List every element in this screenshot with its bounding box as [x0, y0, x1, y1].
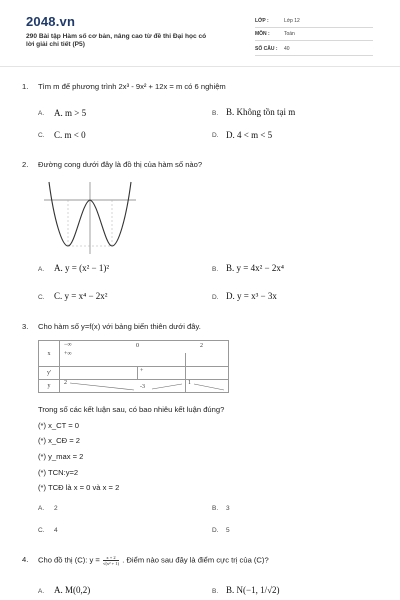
q3-option-b[interactable]: 3	[226, 505, 230, 512]
vt-y-row	[60, 380, 229, 393]
q2-option-d-letter[interactable]: D.	[212, 294, 219, 301]
q4-fraction	[103, 555, 119, 566]
socau-value: 40	[284, 46, 290, 52]
title-line-2: lời giải chi tiết (P5)	[26, 41, 85, 49]
q3-statement-4: (*) TCN:y=2	[38, 468, 79, 477]
q1-option-a-letter[interactable]: A.	[38, 110, 45, 117]
vt-yprime-plus: +	[140, 368, 144, 374]
q3-number: 3.	[22, 322, 29, 331]
q1-number: 1.	[22, 82, 29, 91]
vt-yprime-bar	[137, 367, 138, 379]
q2-option-a-letter[interactable]: A.	[38, 266, 45, 273]
q1-option-d[interactable]: D. 4 < m < 5	[226, 130, 273, 140]
vt-y-header: y	[39, 380, 60, 393]
q4-option-b-letter[interactable]: B.	[212, 588, 219, 595]
lop-value: Lớp 12	[284, 18, 300, 24]
q4-text-pre: Cho đồ thị (C): y =	[38, 555, 100, 565]
q4-fraction-den: √(x² + 1)	[102, 561, 120, 566]
lop-rule	[255, 27, 373, 28]
header-divider	[0, 66, 400, 67]
site-logo[interactable]: 2048.vn	[26, 14, 76, 29]
q3-option-d[interactable]: 5	[226, 527, 230, 534]
q2-option-a[interactable]: A. y = (x² − 1)²	[54, 263, 110, 273]
q3-statement-1: (*) x_CT = 0	[38, 421, 80, 430]
q2-option-c[interactable]: C. y = x⁴ − 2x²	[54, 291, 108, 301]
vt-y-one: 1	[188, 380, 191, 386]
q3-option-d-letter[interactable]: D.	[212, 527, 219, 534]
vt-yprime-header: y'	[39, 367, 60, 380]
socau-label: SỐ CÂU :	[255, 46, 278, 52]
vt-yprime-row	[60, 367, 229, 380]
worksheet-title	[26, 33, 238, 50]
q2-text: Đường cong dưới đây là đồ thị của hàm số nào?	[38, 160, 203, 169]
vt-x-neg-inf: −∞	[64, 342, 72, 348]
vt-arrow-2	[152, 384, 182, 389]
q1-option-c-letter[interactable]: C.	[38, 132, 45, 139]
q2-option-b[interactable]: B. y = 4x² − 2x⁴	[226, 263, 284, 273]
q3-option-b-letter[interactable]: B.	[212, 505, 219, 512]
vt-yprime-divider	[185, 367, 186, 379]
q1-option-c[interactable]: C. m < 0	[54, 130, 86, 140]
vt-y-two: 2	[64, 380, 67, 386]
q2-option-b-letter[interactable]: B.	[212, 266, 219, 273]
q4-fraction-num: x + 2	[103, 555, 119, 561]
q1-option-b[interactable]: B. Không tồn tại m	[226, 107, 296, 117]
q3-text: Cho hàm số y=f(x) với bảng biến thiên dưới đây.	[38, 322, 201, 331]
q1-option-d-letter[interactable]: D.	[212, 132, 219, 139]
vt-arrow-3	[194, 384, 224, 390]
title-line-1: 290 Bài tập Hàm số cơ bản, nâng cao từ đề thi Đại học có	[26, 33, 207, 40]
vt-arrows	[60, 380, 228, 393]
variation-table	[38, 340, 229, 393]
vt-arrow-1	[70, 383, 134, 390]
socau-rule	[255, 55, 373, 56]
q3-prompt: Trong số các kết luận sau, có bao nhiêu kết luận đúng?	[38, 405, 225, 414]
vt-x-zero: 0	[136, 343, 139, 349]
q3-statement-3: (*) y_max = 2	[38, 452, 84, 461]
q3-option-a-letter[interactable]: A.	[38, 505, 45, 512]
q2-option-d[interactable]: D. y = x³ − 3x	[226, 291, 277, 301]
q1-option-b-letter[interactable]: B.	[212, 110, 219, 117]
vt-y-minus3: -3	[140, 384, 145, 390]
q4-option-a[interactable]: A. M(0,2)	[54, 585, 91, 595]
q2-curve-graph	[42, 180, 138, 256]
q4-number: 4.	[22, 555, 29, 564]
q3-option-a[interactable]: 2	[54, 505, 58, 512]
q3-option-c-letter[interactable]: C.	[38, 527, 45, 534]
mon-rule	[255, 40, 373, 41]
lop-label: LỚP :	[255, 18, 269, 24]
mon-value: Toán	[284, 31, 295, 37]
q1-text: Tìm m để phương trình 2x³ - 9x² + 12x = m có 6 nghiệm	[38, 82, 226, 91]
vt-x-pos-inf: +∞	[64, 351, 72, 357]
vt-x-header: x	[39, 341, 60, 367]
vt-divider	[185, 353, 186, 366]
q3-statement-5: (*) TCĐ là x = 0 và x = 2	[38, 483, 120, 492]
q3-option-c[interactable]: 4	[54, 527, 58, 534]
q4-option-b[interactable]: B. N(−1, 1/√2)	[226, 585, 280, 595]
q4-text-post: . Điểm nào sau đây là điểm cực trị của (C)?	[122, 555, 269, 565]
q2-number: 2.	[22, 160, 29, 169]
vt-x-two: 2	[200, 343, 203, 349]
q3-statement-2: (*) x_CĐ = 2	[38, 436, 80, 445]
q4-text	[38, 555, 269, 566]
mon-label: MÔN :	[255, 31, 270, 37]
q2-option-c-letter[interactable]: C.	[38, 294, 45, 301]
q4-option-a-letter[interactable]: A.	[38, 588, 45, 595]
vt-x-row	[60, 341, 229, 367]
q1-option-a[interactable]: A. m > 5	[54, 108, 87, 118]
